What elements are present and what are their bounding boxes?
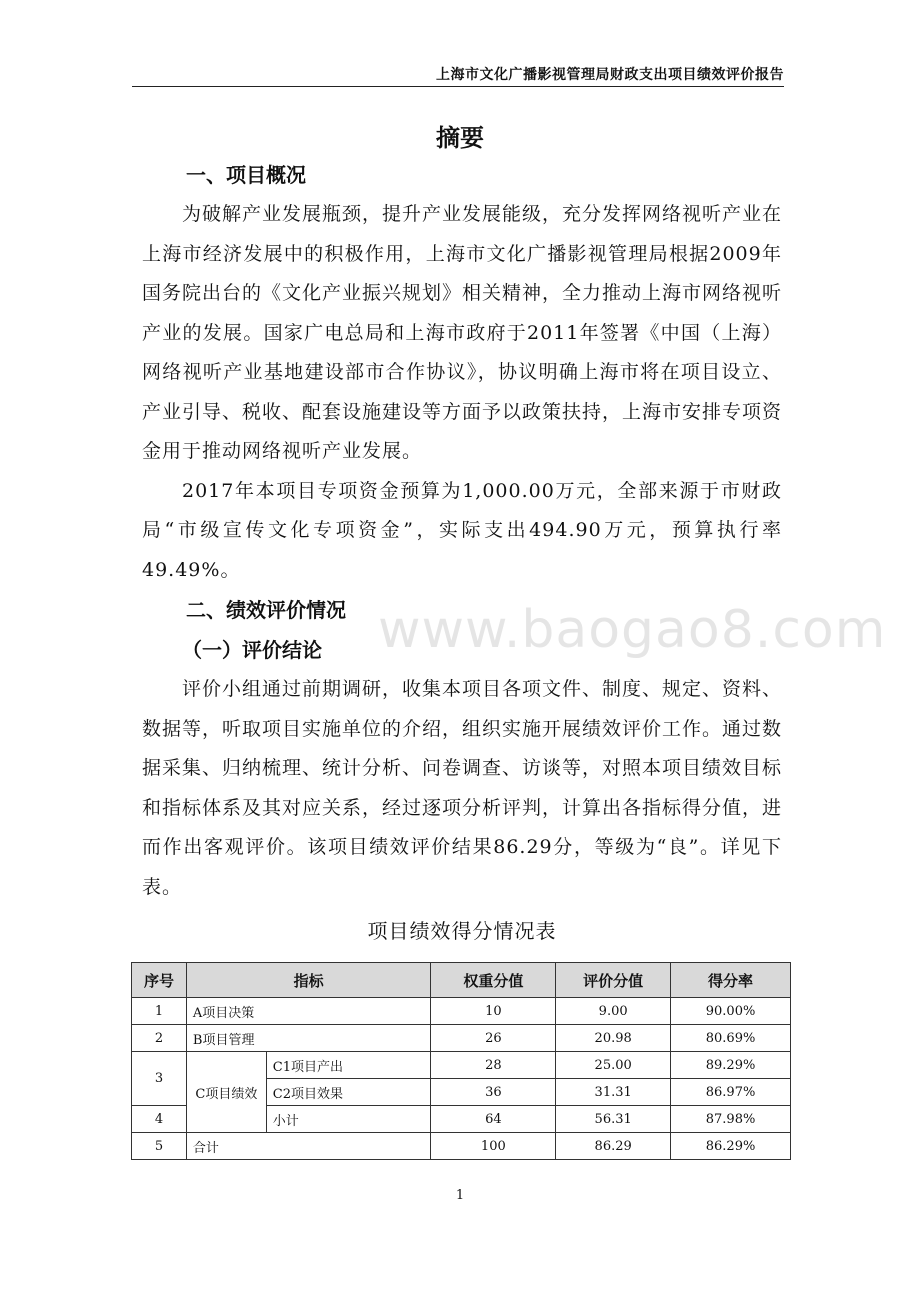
cell-rate: 80.69% xyxy=(671,1025,791,1052)
score-table xyxy=(131,962,791,1160)
header-score: 评价分值 xyxy=(556,963,671,998)
cell-seq: 3 xyxy=(132,1052,187,1106)
body-content xyxy=(142,155,782,949)
cell-seq: 4 xyxy=(132,1106,187,1133)
subsection-heading-conclusion: （一）评价结论 xyxy=(182,638,322,662)
table-row xyxy=(132,998,791,1025)
table-caption: 项目绩效得分情况表 xyxy=(367,919,557,943)
running-header: 上海市文化广播影视管理局财政支出项目绩效评价报告 xyxy=(436,67,784,83)
table-row xyxy=(132,1025,791,1052)
cell-rate: 87.98% xyxy=(671,1106,791,1133)
paragraph-budget: 2017年本项目专项资金预算为1,000.00万元，全部来源于市财政局“市级宣传文化专项资金”，实际支出494.90万元，预算执行率49.49%。 xyxy=(142,479,782,581)
header-seq: 序号 xyxy=(132,963,187,998)
cell-weight: 28 xyxy=(431,1052,556,1079)
cell-indicator: C2项目效果 xyxy=(266,1079,431,1106)
cell-weight: 36 xyxy=(431,1079,556,1106)
cell-seq: 5 xyxy=(132,1133,187,1160)
cell-score: 31.31 xyxy=(556,1079,671,1106)
header-indicator: 指标 xyxy=(186,963,431,998)
cell-weight: 64 xyxy=(431,1106,556,1133)
cell-weight: 10 xyxy=(431,998,556,1025)
cell-indicator: B项目管理 xyxy=(186,1025,431,1052)
cell-weight: 100 xyxy=(431,1133,556,1160)
table-header-row xyxy=(132,963,791,998)
cell-score: 9.00 xyxy=(556,998,671,1025)
cell-score: 25.00 xyxy=(556,1052,671,1079)
cell-weight: 26 xyxy=(431,1025,556,1052)
cell-score: 56.31 xyxy=(556,1106,671,1133)
table-row xyxy=(132,1133,791,1160)
cell-rate: 89.29% xyxy=(671,1052,791,1079)
table-row xyxy=(132,1052,791,1079)
cell-indicator: 小计 xyxy=(266,1106,431,1133)
cell-indicator: C1项目产出 xyxy=(266,1052,431,1079)
cell-rate: 86.29% xyxy=(671,1133,791,1160)
cell-indicator: 合计 xyxy=(186,1133,431,1160)
cell-score: 86.29 xyxy=(556,1133,671,1160)
cell-indicator: A项目决策 xyxy=(186,998,431,1025)
section-heading-evaluation: 二、绩效评价情况 xyxy=(186,598,346,622)
header-rule xyxy=(132,86,784,87)
paragraph-conclusion: 评价小组通过前期调研，收集本项目各项文件、制度、规定、资料、数据等，听取项目实施单位的介绍，组织实施开展绩效评价工作。通过数据采集、归纳梳理、统计分析、问卷调查、访谈等，对照本项目绩效目标和指标体系及其对应关系，经过逐项分析评判，计算出各指标得分值，进而作出客观评价。该项目绩效评价结果86.29分，等级为“良”。详见下表。 xyxy=(142,678,783,898)
header-rate: 得分率 xyxy=(671,963,791,998)
cell-score: 20.98 xyxy=(556,1025,671,1052)
section-heading-overview: 一、项目概况 xyxy=(186,163,306,187)
page-number: 1 xyxy=(455,1188,465,1203)
cell-seq: 2 xyxy=(132,1025,187,1052)
cell-seq: 1 xyxy=(132,998,187,1025)
page-title: 摘要 xyxy=(436,124,484,152)
cell-group: C项目绩效 xyxy=(186,1052,266,1133)
header-weight: 权重分值 xyxy=(431,963,556,998)
cell-rate: 86.97% xyxy=(671,1079,791,1106)
cell-rate: 90.00% xyxy=(671,998,791,1025)
paragraph-overview: 为破解产业发展瓶颈，提升产业发展能级，充分发挥网络视听产业在上海市经济发展中的积极作用，上海市文化广播影视管理局根据2009年国务院出台的《文化产业振兴规划》相关精神，全力推动上海市网络视听产业的发展。国家广电总局和上海市政府于2011年签署《中国（上海）网络视听产业基地建设部市合作协议》，协议明确上海市将在项目设立、产业引导、税收、配套设施建设等方面予以政策扶持，上海市安排专项资金用于推动网络视听产业发展。 xyxy=(142,203,783,462)
watermark: www.baogao8.com xyxy=(378,600,887,660)
